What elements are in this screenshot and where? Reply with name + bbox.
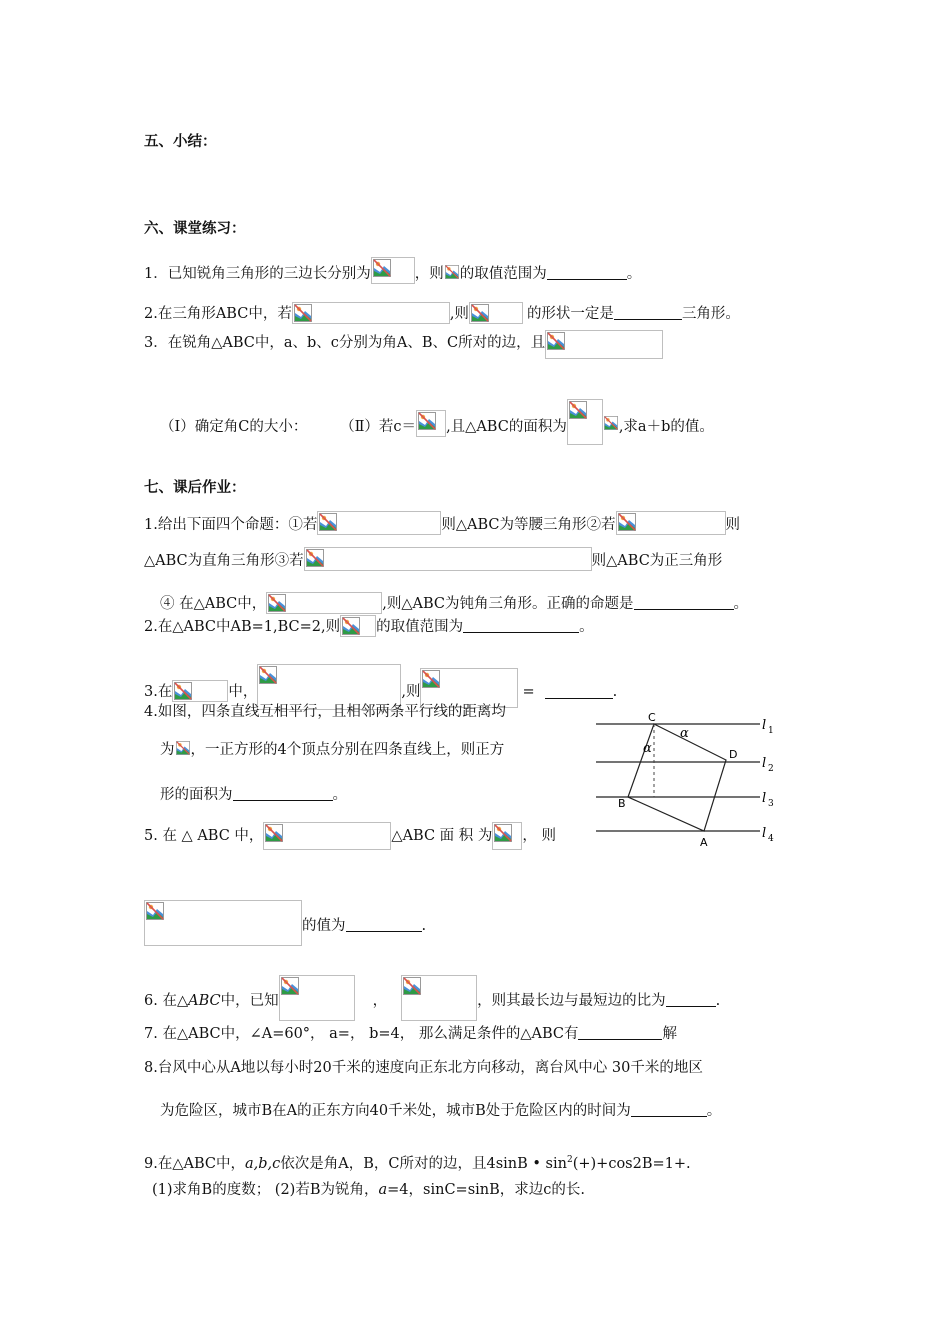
label-c: C: [648, 711, 656, 724]
homework-q9-vars: a,b,c: [244, 1155, 281, 1172]
answer-blank: [631, 1102, 707, 1117]
formula-image: [603, 415, 619, 437]
homework-q6-abc: ABC: [188, 993, 221, 1009]
label-l3-sub: 3: [768, 799, 774, 809]
practice-q3-part1: （Ⅰ）确定角C的大小：: [160, 419, 308, 435]
formula-image: [175, 740, 191, 760]
section-practice-heading: 六、课堂练习：: [144, 221, 246, 237]
broken-image-icon: [294, 304, 312, 322]
broken-image-icon: [445, 265, 459, 279]
practice-q1-text-d: 。: [626, 266, 642, 282]
homework-q8-line2: [160, 1101, 721, 1121]
formula-image: [616, 511, 726, 535]
homework-q1-text-e: 则△ABC为正三角形: [591, 553, 723, 569]
answer-blank: [545, 684, 613, 699]
homework-q9-line2: [152, 1180, 585, 1200]
homework-q4-line3: [160, 785, 347, 805]
answer-blank: [233, 786, 333, 801]
label-a: A: [700, 836, 708, 849]
homework-q4-text-d: 形的面积为: [160, 787, 233, 803]
homework-q9-text-a: 9.在△ABC中，: [144, 1155, 245, 1172]
broken-image-icon: [418, 412, 436, 430]
formula-image: [371, 257, 415, 284]
formula-image: [492, 822, 522, 850]
label-l4: l: [762, 826, 767, 841]
homework-q7: [144, 1024, 677, 1044]
answer-blank: [666, 992, 716, 1007]
broken-image-icon: [342, 617, 360, 635]
formula-image: [469, 302, 523, 324]
homework-q1-text-g: ,则△ABC为钝角三角形。正确的命题是: [382, 596, 634, 612]
homework-q4-line1: 4.如图，四条直线互相平行，且相邻两条平行线的距离均: [144, 704, 506, 720]
broken-image-icon: [176, 741, 190, 755]
homework-q1-text-a: 1.给出下面四个命题：①若: [144, 517, 318, 533]
broken-image-icon: [403, 977, 421, 995]
broken-image-icon: [373, 259, 391, 277]
homework-q4-text-b: 为: [160, 742, 175, 758]
broken-image-icon: [547, 332, 565, 350]
formula-image: [545, 330, 663, 359]
formula-image: [567, 399, 603, 445]
answer-blank: [346, 917, 422, 932]
homework-q9-text-d: (1)求角B的度数； (2)若B为锐角，: [152, 1182, 379, 1198]
homework-q9-text-b: 依次是角A，B，C所对的边，且4sinB • sin: [280, 1155, 567, 1172]
section-homework-heading: 七、课后作业：: [144, 480, 246, 496]
broken-image-icon: [174, 682, 192, 700]
broken-image-icon: [146, 902, 164, 920]
answer-blank: [463, 618, 579, 633]
homework-q1-line1: [144, 511, 740, 535]
practice-q2-text-d: 三角形。: [681, 306, 740, 322]
practice-q1: [144, 257, 641, 284]
label-l2: l: [762, 756, 767, 771]
homework-q5-text-a: 5. 在 △ ABC 中，: [144, 828, 264, 844]
formula-image: [266, 592, 382, 614]
homework-q6-text-c: ，: [372, 993, 388, 1009]
homework-q1-line2: [144, 547, 722, 571]
homework-q4-line2: [160, 740, 504, 760]
practice-q2: [144, 302, 740, 324]
broken-image-icon: [618, 513, 636, 531]
homework-q4-text-e: 。: [332, 787, 347, 803]
homework-q8-line1: 8.台风中心从A地以每小时20千米的速度向正东北方向移动，离台风中心 30千米的地区: [144, 1060, 703, 1076]
practice-q2-text-c: 的形状一定是: [526, 306, 614, 322]
label-l1-sub: 1: [768, 726, 774, 736]
label-l3: l: [762, 791, 767, 806]
practice-q1-text-c: 的取值范围为: [459, 266, 547, 282]
formula-image: [279, 975, 355, 1021]
homework-q8-text-b: 为危险区，城市B在A的正东方向40千米处，城市B处于危险区内的时间为: [160, 1103, 631, 1119]
formula-image: [444, 264, 460, 284]
homework-q3-text-d: =: [522, 684, 535, 700]
formula-image: [340, 615, 376, 637]
formula-image: [263, 822, 391, 850]
homework-q7-text-a: 7. 在△ABC中，∠A=60°， a=， b=4， 那么满足条件的△ABC有: [144, 1026, 579, 1042]
homework-q3-text-a: 3.在: [144, 684, 173, 700]
homework-q3-text-b: 中，: [228, 684, 258, 700]
homework-q8-text-c: 。: [706, 1103, 722, 1119]
homework-q5-text-b: △ABC 面 积 为: [391, 828, 493, 844]
label-l2-sub: 2: [768, 764, 774, 774]
homework-q9-line1: [144, 1150, 691, 1174]
homework-q9-var-a: a: [378, 1182, 388, 1198]
broken-image-icon: [569, 401, 587, 419]
practice-q1-text-a: 1．已知锐角三角形的三边长分别为: [144, 266, 371, 282]
label-l1: l: [762, 718, 767, 733]
formula-image: [172, 680, 228, 702]
homework-q5-text-d: 的值为: [302, 918, 346, 934]
homework-q7-text-b: 解: [662, 1026, 677, 1042]
practice-q3-part2-c: ,求a＋b的值。: [618, 419, 714, 435]
label-b: B: [618, 797, 626, 810]
broken-image-icon: [319, 513, 337, 531]
homework-q1-line3: [160, 592, 748, 614]
broken-image-icon: [268, 594, 286, 612]
answer-blank: [614, 305, 682, 320]
homework-q5-line1: [144, 822, 556, 850]
label-alpha-2: α: [643, 741, 652, 756]
homework-q1-text-b: 则△ABC为等腰三角形②若: [441, 517, 616, 533]
practice-q3-part2-a: （Ⅱ）若c＝: [347, 419, 417, 435]
homework-q1-text-f: ④ 在△ABC中，: [160, 596, 267, 612]
practice-q3: [144, 330, 663, 359]
homework-q5-text-c: ， 则: [522, 828, 556, 844]
homework-q4-text-c: ，一正方形的4个顶点分别在四条直线上，则正方: [190, 742, 505, 758]
answer-blank: [547, 265, 627, 280]
formula-image: [401, 975, 477, 1021]
label-l4-sub: 4: [768, 834, 774, 844]
formula-image: [416, 410, 446, 437]
practice-q3-text-a: 3．在锐角△ABC中，a、b、c分别为角A、B、C所对的边，且: [144, 335, 546, 351]
practice-q3-part2-b: ,且△ABC的面积为: [446, 419, 567, 435]
homework-q9-text-e: =4，sinC=sinB，求边c的长.: [387, 1182, 585, 1198]
homework-q6: [144, 975, 720, 1021]
homework-q6-text-a: 6. 在△: [144, 993, 189, 1009]
homework-q9-sup: 2: [566, 1155, 573, 1165]
homework-q6-text-b: 中，已知: [220, 993, 279, 1009]
homework-q1-text-d: △ABC为直角三角形③若: [144, 553, 304, 569]
homework-q6-text-e: .: [715, 993, 721, 1009]
formula-image: [304, 547, 592, 571]
practice-q3-parts: [160, 399, 714, 445]
broken-image-icon: [604, 416, 618, 430]
homework-q1-text-h: 。: [733, 596, 749, 612]
parallel-lines-square-figure: [592, 704, 792, 854]
homework-q6-text-d: ，则其最长边与最短边的比为: [477, 993, 666, 1009]
homework-q2-text-b: 的取值范围为: [376, 619, 464, 635]
homework-q2: [144, 615, 594, 637]
homework-q2-text-a: 2.在△ABC中AB=1,BC=2,则: [144, 619, 341, 635]
formula-image: [317, 511, 441, 535]
homework-q9-text-c: (+)+cos2B=1+.: [572, 1155, 691, 1172]
broken-image-icon: [281, 977, 299, 995]
broken-image-icon: [265, 824, 283, 842]
homework-q3-text-c: ,则: [401, 684, 421, 700]
section-summary-heading: 五、小结：: [144, 134, 217, 150]
label-alpha-1: α: [680, 726, 689, 741]
homework-q5-line2: [144, 900, 426, 946]
practice-q2-text-b: ,则: [449, 306, 469, 322]
homework-q5-text-e: .: [421, 918, 427, 934]
practice-q1-text-b: ，则: [414, 266, 444, 282]
formula-image: [292, 302, 450, 324]
broken-image-icon: [422, 670, 440, 688]
broken-image-icon: [306, 549, 324, 567]
homework-q2-text-c: 。: [579, 619, 594, 635]
broken-image-icon: [494, 824, 512, 842]
answer-blank: [634, 595, 734, 610]
homework-q1-text-c: 则: [725, 517, 740, 533]
formula-image: [144, 900, 302, 946]
practice-q2-text-a: 2.在三角形ABC中，若: [144, 306, 292, 322]
label-d: D: [729, 748, 738, 761]
broken-image-icon: [259, 666, 277, 684]
broken-image-icon: [471, 304, 489, 322]
homework-q3-text-e: .: [612, 684, 618, 700]
answer-blank: [578, 1025, 662, 1040]
